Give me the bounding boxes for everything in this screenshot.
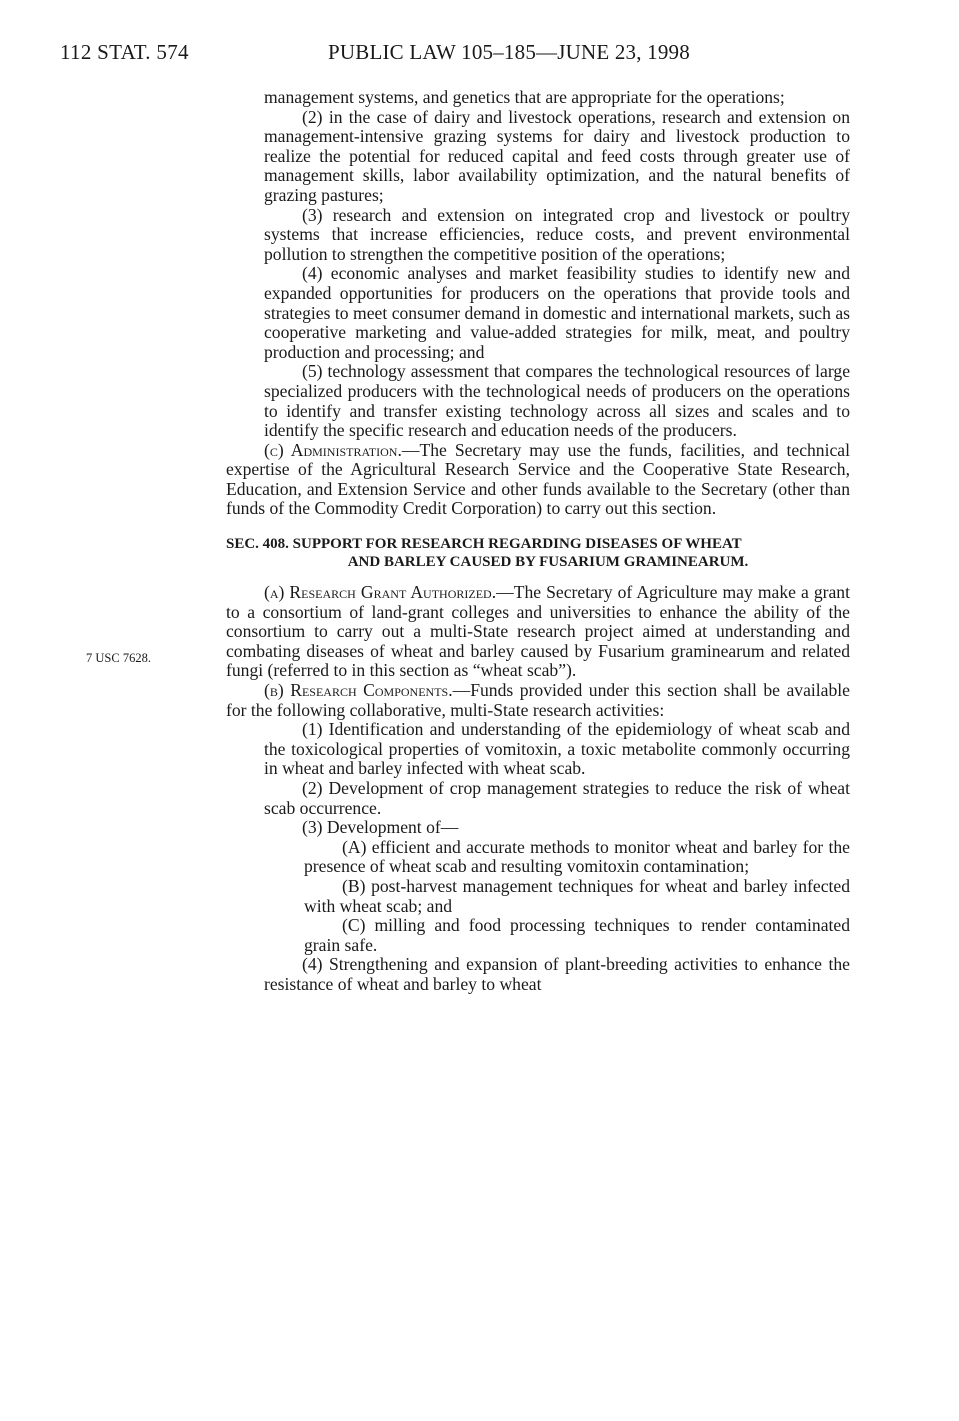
section-heading-line-1: SEC. 408. SUPPORT FOR RESEARCH REGARDING DISEASES OF WHEAT: [226, 536, 742, 553]
paragraph-b1: (1) Identification and understanding of the epidemiology of wheat scab and the toxicological properties of vomitoxin, a toxic metabolite commonly occurring in wheat and barley infected with wheat scab.: [264, 719, 850, 779]
subsection-c-administration: [226, 441, 850, 519]
running-header: [60, 40, 850, 70]
statute-page-number: 112 STAT. 574: [60, 40, 189, 64]
paragraph-item-3: (3) research and extension on integrated crop and livestock or poultry systems that increase efficiencies, reduce costs, and prevent environmental pollution to strengthen the competitive position of the operations;: [264, 204, 850, 264]
subsection-c-heading: (c) Administration.: [264, 439, 402, 460]
subparagraph-b3a: (A) efficient and accurate methods to monitor wheat and barley for the presence of wheat scab and resulting vomitoxin contamination;: [304, 836, 850, 877]
continued-paragraph: management systems, and genetics that are appropriate for the operations;: [264, 87, 785, 107]
subsection-c-text: —The Secretary may use the funds, facilities, and technical expertise of the Agricultural Research Service and the Cooperative State Research, Education, and Extension Service and other funds available to the Secretary (other than funds of the Commodity Credit Corporation) to carry out this section.: [226, 439, 850, 519]
running-title: PUBLIC LAW 105–185—JUNE 23, 1998: [328, 40, 690, 64]
paragraph-b2: (2) Development of crop management strategies to reduce the risk of wheat scab occurrence.: [264, 778, 850, 818]
subsection-b-heading: (b) Research Components.: [264, 680, 453, 701]
section-heading-line-2: AND BARLEY CAUSED BY FUSARIUM GRAMINEARUM.: [347, 554, 749, 571]
section-408-heading: [226, 535, 850, 571]
subsection-b-components: [226, 681, 850, 720]
usc-margin-citation: 7 USC 7628.: [86, 651, 151, 665]
subsection-a-text: —The Secretary of Agriculture may make a grant to a consortium of land-grant colleges and universities to enhance the ability of the consortium to carry out a multi-State research project aimed at understanding and combating diseases of wheat and barley caused by Fusarium graminearum and related fungi (referred to in this section as “wheat scab”).: [226, 582, 850, 681]
subsection-b-text: —Funds provided under this section shall be available for the following collaborative, multi-State research activities:: [226, 680, 850, 720]
paragraph-item-5: (5) technology assessment that compares the technological resources of large specialized producers with the technological needs of producers on the operations to identify and transfer existing technology across all sizes and scales and to identify the specific research and education needs of the producers.: [264, 361, 850, 441]
paragraph-b3: (3) Development of—: [302, 817, 459, 838]
paragraph-item-2: (2) in the case of dairy and livestock operations, research and extension on management-intensive grazing systems for dairy and livestock production to realize the potential for reduced capital and feed costs through greater use of management skills, labor availability optimization, and the natural benefits of grazing pastures;: [264, 106, 850, 205]
subparagraph-b3c: (C) milling and food processing techniques to render contaminated grain safe.: [304, 915, 850, 955]
paragraph-item-4: (4) economic analyses and market feasibility studies to identify new and expanded opportunities for producers on the operations that provide tools and strategies to meet consumer demand in domestic and international markets, such as cooperative marketing and value-added strategies for milk, meat, and poultry production and processing; and: [264, 263, 850, 362]
page-body: [226, 88, 850, 995]
subsection-a-grant: [226, 583, 850, 681]
subparagraph-b3b: (B) post-harvest management techniques for wheat and barley infected with wheat scab; and: [304, 875, 850, 916]
subsection-a-heading: (a) Research Grant Authorized.: [264, 582, 497, 603]
paragraph-b4: (4) Strengthening and expansion of plant-breeding activities to enhance the resistance of wheat and barley to wheat: [264, 954, 850, 994]
